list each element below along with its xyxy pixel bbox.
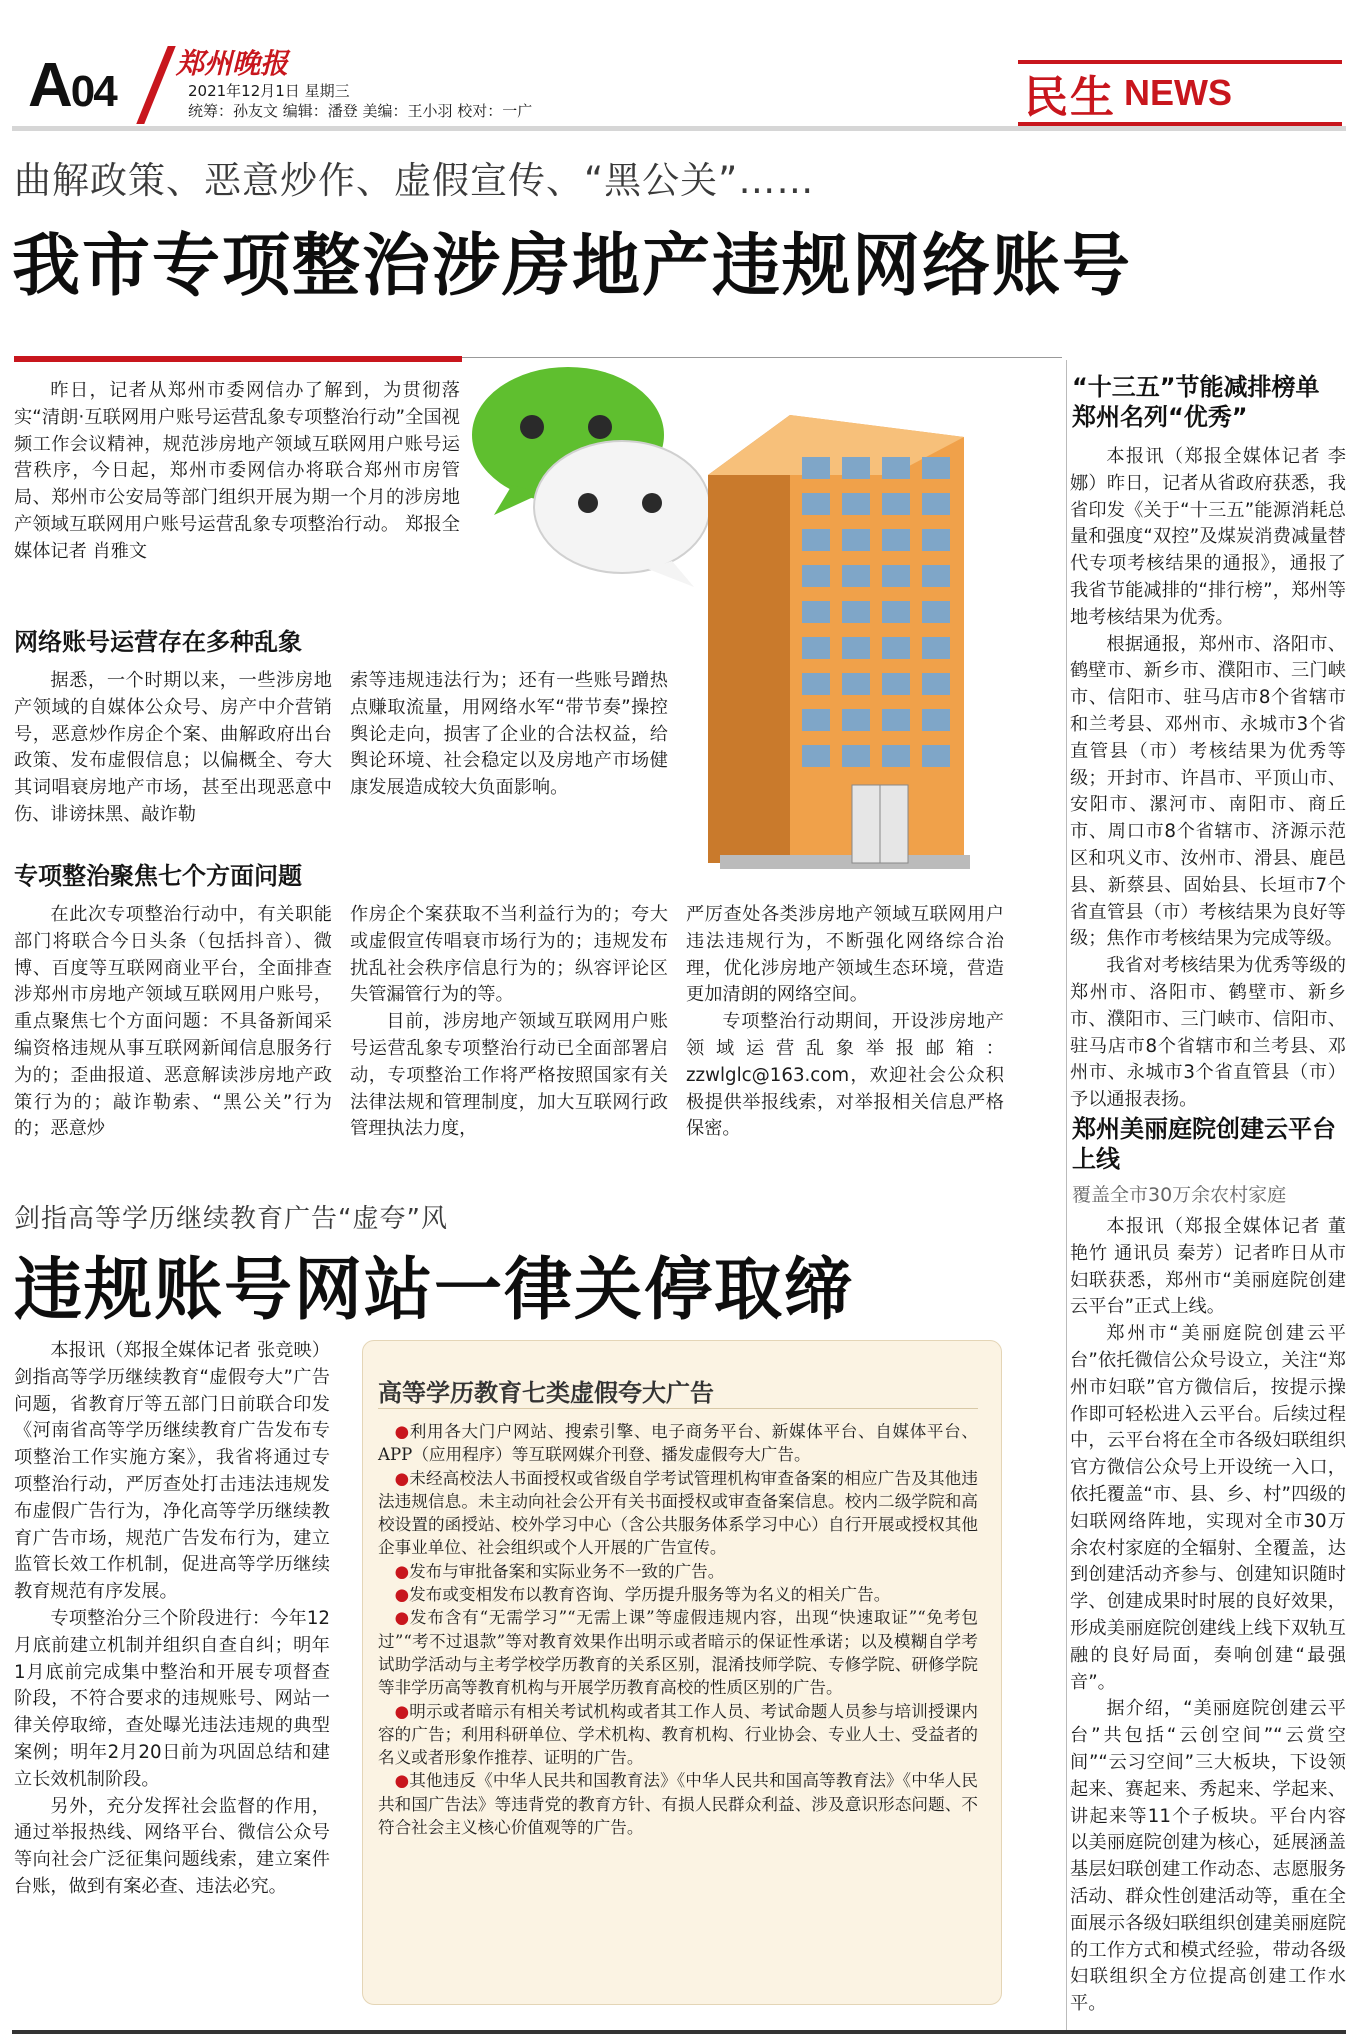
building-window xyxy=(922,601,950,623)
right-story2-headline: 郑州美丽庭院创建云平台上线 xyxy=(1072,1115,1336,1173)
building-window xyxy=(882,601,910,623)
building-window xyxy=(922,493,950,515)
building-window xyxy=(802,565,830,587)
building-window xyxy=(882,457,910,479)
list-item: ●发布与审批备案和实际业务不一致的广告。 xyxy=(394,1561,725,1581)
building-window xyxy=(802,709,830,731)
story1-sub1-col2: 索等违规违法行为；还有一些账号蹭热点赚取流量，用网络水军“带节奏”操控舆论走向，损害了企业的合法权益，给舆论环境、社会稳定以及房地产市场健康发展造成较大负面影响。 xyxy=(350,670,668,799)
right-story1-body: 本报讯（郑报全媒体记者 李娜）昨日，记者从省政府获悉，我省印发《关于“十三五”能源消耗总量和强度“双控”及煤炭消费减量替代专项考核结果的通报》，通报了我省节能减排的“排行榜”，郑州等地考核结果为优秀。 根据通报，郑州市、洛阳市、鹤壁市、新乡市、濮阳市、三门峡市、信阳市、驻马店市8个省辖市和兰考县、邓州市、永城市3个省直管县（市）考核结果为优秀等级；开封市、许昌市、平顶山市、安阳市、漯河市、南阳市、商丘市、周口市8个省辖市、济源示范区和巩义市、汝州市、滑县、鹿邑县、新蔡县、固始县、长垣市7个省直管县（市）考核结果为良好等级；焦作市考核结果为完成等级。 我省对考核结果为优秀等级的郑州市、洛阳市、鹤壁市、新乡市、濮阳市、三门峡市、信阳市、驻马店市8个省辖市和兰考县、邓州市、永城市3个省直管县（市）予以通报表扬。 xyxy=(1070,446,1346,1111)
bullet-icon: ● xyxy=(394,1701,410,1721)
bullet-icon: ● xyxy=(394,1561,410,1581)
list-item: ●利用各大门户网站、搜索引擎、电子商务平台、新媒体平台、自媒体平台、APP（应用程序）等互联网媒介刊登、播发虚假夸大广告。 xyxy=(378,1422,979,1465)
section-title-cn: 民生 xyxy=(1024,72,1116,123)
story1-subhead-2: 专项整治聚焦七个方面问题 xyxy=(14,862,302,890)
staff-credits: 统筹：孙友文 编辑：潘登 美编：王小羽 校对：一广 xyxy=(188,102,533,120)
list-item: ●未经高校法人书面授权或省级自学考试管理机构审查备案的相应广告及其他违法违规信息。未主动向社会公开有关书面授权或审查备案信息。校内二级学院和高校设置的函授站、校外学习中心（含公共服务体系学习中心）自行开展或授权其他企事业单位、社会组织或个人开展的广告宣传。 xyxy=(378,1468,978,1558)
masthead-logo: 郑州晚报 xyxy=(176,47,289,80)
right-story2-subhead: 覆盖全市30万余农村家庭 xyxy=(1072,1184,1287,1206)
story2-body: 本报讯（郑报全媒体记者 张竞映）剑指高等学历继续教育“虚假夸大”广告问题，省教育厅等五部门日前联合印发《河南省高等学历继续教育广告发布专项整治工作实施方案》，我省将通过专项整治行动，严厉查处打击违法违规发布虚假广告行为，净化高等学历继续教育广告市场，规范广告发布行为，建立监管长效工作机制，促进高等学历继续教育规范有序发展。 专项整治分三个阶段进行：今年12月底前建立机制并组织自查自纠；明年1月底前完成集中整治和开展专项督查阶段，不符合要求的违规账号、网站一律关停取缔，查处曝光违法违规的典型案例；明年2月20日前为巩固总结和建立长效机制阶段。 另外，充分发挥社会监督的作用，通过举报热线、网络平台、微信公众号等向社会广泛征集问题线索，建立案件台账，做到有案必查、违法必究。 xyxy=(14,1340,330,1897)
right-story1-headline: “十三五”节能减排榜单郑州名列“优秀” xyxy=(1072,373,1320,431)
ad-box-list xyxy=(378,1420,978,1839)
story1-sub1-col1: 据悉，一个时期以来，一些涉房地产领域的自媒体公众号、房产中介营销号，恶意炒作房企个案、曲解政府出台政策、发布虚假信息；以偏概全、夸大其词唱衰房地产市场，甚至出现恶意中伤、诽谤抹黑、敲诈勒 xyxy=(14,670,332,825)
page-number: A04 xyxy=(28,51,116,120)
building-window xyxy=(882,673,910,695)
building-window xyxy=(842,637,870,659)
story1-subhead-1: 网络账号运营存在多种乱象 xyxy=(14,628,302,656)
building-window xyxy=(842,529,870,551)
building-icon xyxy=(708,415,970,869)
building-window xyxy=(802,601,830,623)
building-window xyxy=(842,565,870,587)
bullet-icon: ● xyxy=(394,1771,410,1791)
building-window xyxy=(922,673,950,695)
building-window xyxy=(882,529,910,551)
building-window xyxy=(882,493,910,515)
building-window xyxy=(802,637,830,659)
issue-date: 2021年12月1日 星期三 xyxy=(188,82,350,100)
building-window xyxy=(802,493,830,515)
building-window xyxy=(922,529,950,551)
story1-sub2-col1: 在此次专项整治行动中，有关职能部门将联合今日头条（包括抖音）、微博、百度等互联网商业平台，全面排查涉郑州市房地产领域互联网用户账号，重点聚焦七个方面问题：不具备新闻采编资格违规从事互联网新闻信息服务行为的；歪曲报道、恶意解读涉房地产政策行为的；敲诈勒索、“黑公关”行为的；恶意炒 xyxy=(14,904,332,1140)
story1-kicker: 曲解政策、恶意炒作、虚假宣传、“黑公关”…… xyxy=(14,159,815,202)
building-window xyxy=(882,709,910,731)
building-window xyxy=(842,673,870,695)
building-window xyxy=(922,457,950,479)
story1-sub2-col2: 作房企个案获取不当利益行为的；夸大或虚假宣传唱衰市场行为的；违规发布扰乱社会秩序信息行为的；纵容评论区失管漏管行为的等。 目前，涉房地产领域互联网用户账号运营乱象专项整治行动已全面部署启动，专项整治工作将严格按照国家有关法律法规和管理制度，加大互联网行政管理执法力度， xyxy=(350,904,668,1140)
white-chat-bubble-icon xyxy=(534,441,710,587)
list-item: ●明示或者暗示有相关考试机构或者其工作人员、考试命题人员参与培训授课内容的广告；利用科研单位、学术机构、教育机构、行业协会、专业人士、受益者的名义或者形象作推荐、证明的广告。 xyxy=(378,1701,978,1768)
story2-kicker: 剑指高等学历继续教育广告“虚夸”风 xyxy=(14,1204,448,1234)
building-window xyxy=(842,493,870,515)
list-item: ●发布或变相发布以教育咨询、学历提升服务等为名义的相关广告。 xyxy=(394,1585,891,1605)
section-tag xyxy=(1018,60,1342,126)
building-window xyxy=(842,457,870,479)
building-window xyxy=(842,601,870,623)
building-window xyxy=(802,673,830,695)
story1-lead: 昨日，记者从郑州市委网信办了解到，为贯彻落实“清朗·互联网用户账号运营乱象专项整治行动”全国视频工作会议精神，规范涉房地产领域互联网用户账号运营秩序，今日起，郑州市委网信办将联合郑州市房管局、郑州市公安局等部门组织开展为期一个月的涉房地产领域互联网用户账号运营乱象专项整治行动。 郑报全媒体记者 肖雅文 xyxy=(14,380,460,562)
chat-building-illustration xyxy=(472,365,1062,885)
column-divider xyxy=(1066,360,1067,2030)
list-item: ●其他违反《中华人民共和国教育法》《中华人民共和国高等教育法》《中华人民共和国广告法》等违背党的教育方针、有损人民群众利益、涉及意识形态问题、不符合社会主义核心价值观等的广告。 xyxy=(378,1771,978,1838)
building-window xyxy=(842,709,870,731)
building-window xyxy=(922,709,950,731)
building-window xyxy=(882,745,910,767)
building-window xyxy=(882,637,910,659)
building-window xyxy=(802,745,830,767)
building-window xyxy=(922,745,950,767)
ad-box-divider xyxy=(378,1408,978,1409)
right-story2-body: 本报讯（郑报全媒体记者 董艳竹 通讯员 秦芳）记者昨日从市妇联获悉，郑州市“美丽庭院创建云平台”正式上线。 郑州市“美丽庭院创建云平台”依托微信公众号设立，关注“郑州市妇联”官方微信后，按提示操作即可轻松进入云平台。后续过程中，云平台将在全市各级妇联组织官方微信公众号上开设统一入口，依托覆盖“市、县、乡、村”四级的妇联网络阵地，实现对全市30万余农村家庭的全辐射、全覆盖，达到创建活动齐参与、创建知识随时学、创建成果时时展的良好效果，形成美丽庭院创建线上线下双轨互融的良好局面，奏响创建“最强音”。 据介绍，“美丽庭院创建云平台”共包括“云创空间”“云赏空间”“云习空间”三大板块，下设领起来、赛起来、秀起来、学起来、讲起来等11个子板块。平台内容以美丽庭院创建为核心，延展涵盖基层妇联创建工作动态、志愿服务活动、群众性创建活动等，重在全面展示各级妇联组织创建美丽庭院的工作方式和模式经验，带动各级妇联组织全方位提高创建工作水平。 xyxy=(1070,1216,1346,2015)
header-slash-decoration xyxy=(136,46,176,124)
ad-box-title: 高等学历教育七类虚假夸大广告 xyxy=(378,1379,714,1407)
bullet-icon: ● xyxy=(394,1422,410,1441)
section-title-en: NEWS xyxy=(1124,72,1232,113)
bullet-icon: ● xyxy=(394,1585,410,1605)
story1-sub2-col3: 严厉查处各类涉房地产领域互联网用户违法违规行为，不断强化网络综合治理，优化涉房地产领域生态环境，营造更加清朗的网络空间。 专项整治行动期间，开设涉房地产领域运营乱象举报邮箱：zzwlglc@163.com，欢迎社会公众积极提供举报线索，对举报相关信息严格保密。 xyxy=(686,904,1004,1140)
header-divider xyxy=(12,126,1346,131)
story1-headline: 我市专项整治涉房地产违规网络账号 xyxy=(12,227,1133,306)
story1-lead-rule xyxy=(14,356,462,362)
bullet-icon: ● xyxy=(394,1608,410,1628)
building-window xyxy=(882,565,910,587)
building-window xyxy=(922,565,950,587)
building-window xyxy=(802,457,830,479)
building-window xyxy=(802,529,830,551)
story2-headline: 违规账号网站一律关停取缔 xyxy=(14,1251,855,1330)
bullet-icon: ● xyxy=(394,1468,410,1488)
building-window xyxy=(842,745,870,767)
building-window xyxy=(922,637,950,659)
footer-divider xyxy=(12,2030,1346,2034)
list-item: ●发布含有“无需学习”“无需上课”等虚假违规内容，出现“快速取证”“免考包过”“考不过退款”等对教育效果作出明示或者暗示的保证性承诺；以及模糊自学考试助学活动与主考学校学历教育的关系区别，混淆技师学院、专修学院、研修学院等非学历高等教育机构与开展学历教育高校的性质区别的广告。 xyxy=(378,1608,978,1698)
story1-thin-rule xyxy=(462,357,1062,358)
